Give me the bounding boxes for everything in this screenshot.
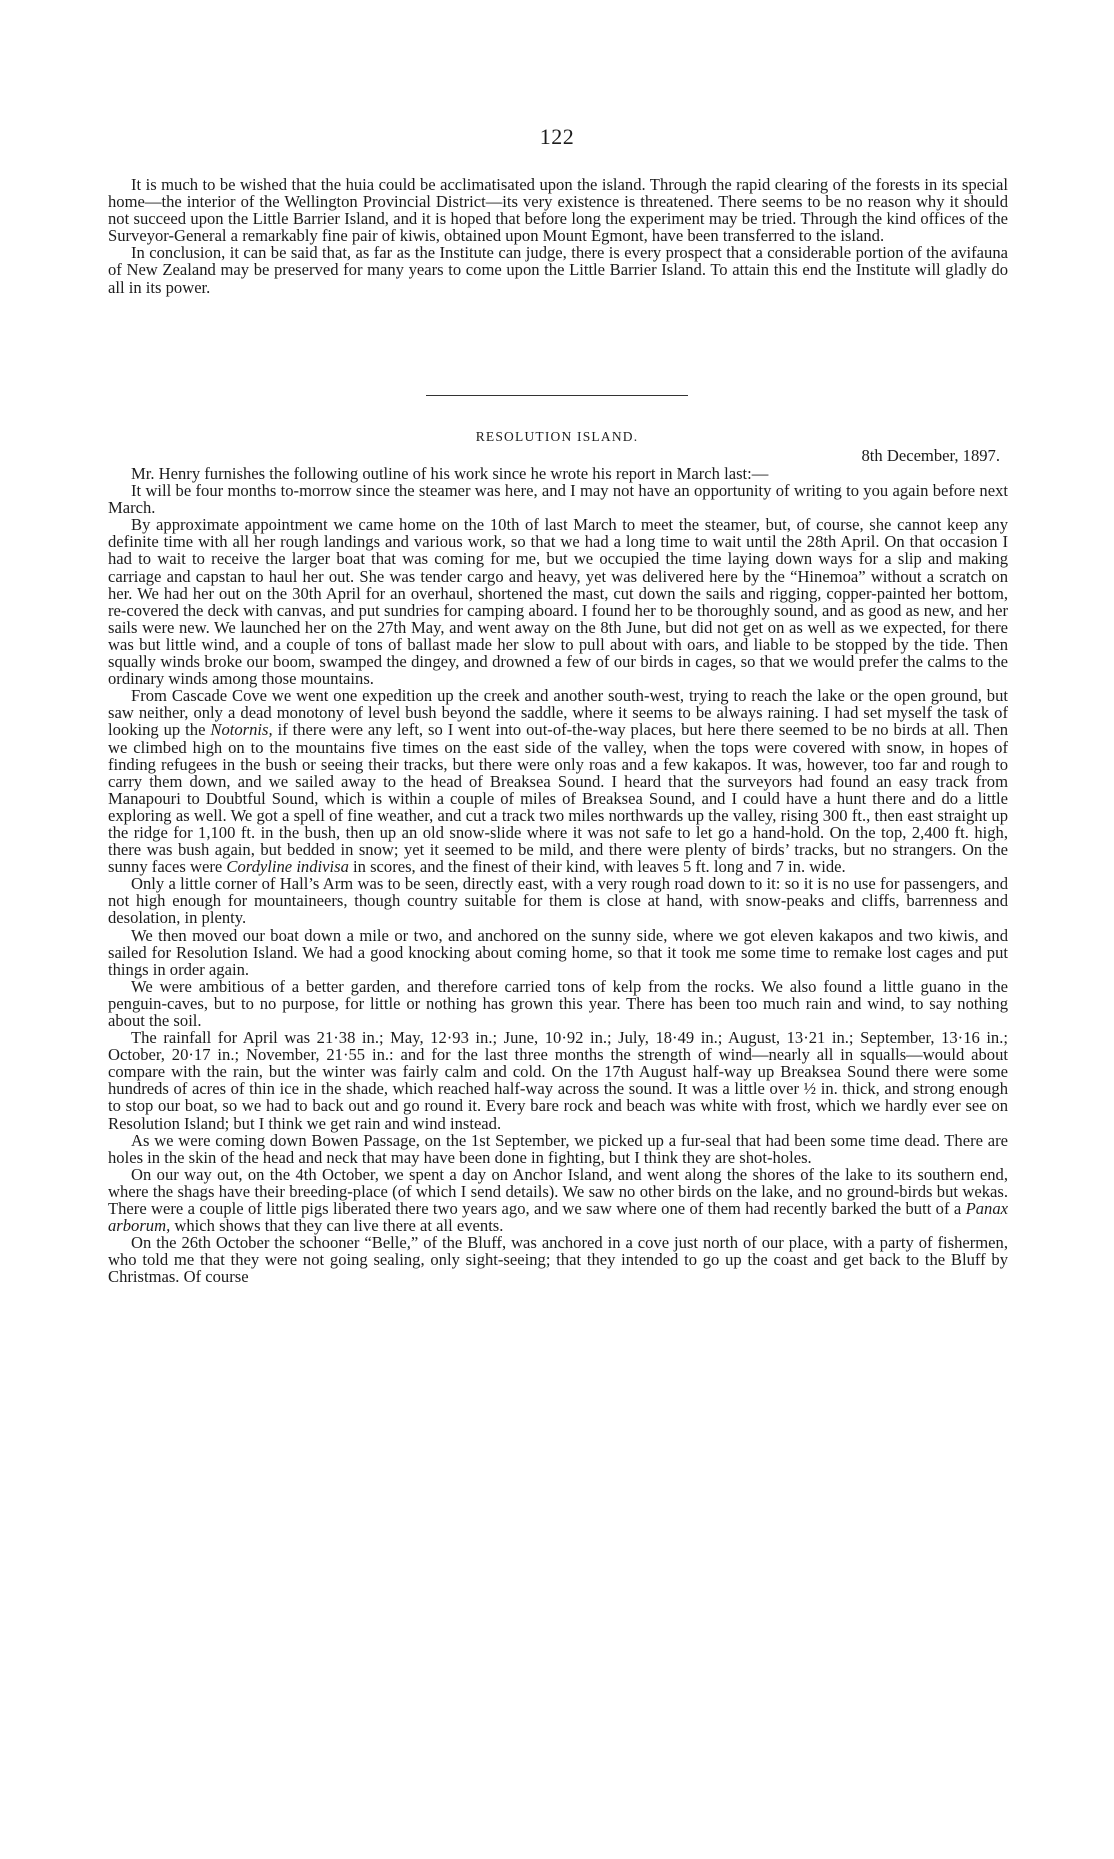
species-name: Cordyline indivisa — [226, 857, 349, 877]
page-number: 122 — [539, 124, 575, 149]
paragraph-rainfall: The rainfall for April was 21·38 in.; May, 12·93 in.; June, 10·92 in.; July, 18·49 in.; August, 13·21 in.; September, 13·16 in.; October, 20·17 in.; November, 21·55 in.: and for the last three months the strength of wind—nearly all in squalls—would about compare with the rain, but the winter was fairly calm and cold. On the 17th August half-way up Breaksea Sound there were some hundreds of acres of thin ice in the shade, which reached half-way across the sound. It was a little over ½ in. thick, and strong enough to stop our boat, so we had to back out and go round it. Every bare rock and beach was white with frost, which we hardly ever see on Resolution Island; but I think we get rain and wind instead. — [108, 1028, 1008, 1133]
text-run: From Cascade Cove we went one expedition up the creek and another south-west, trying to reach the lake or the open ground, but saw neither, only a dead monotony of level bush beyond the saddle, where it seems to be always raining. I had set myself the task of looking up the — [108, 686, 1008, 740]
paragraph-kakapos: We then moved our boat down a mile or two, and anchored on the sunny side, where we got eleven kakapos and two kiwis, and sailed for Resolution Island. We had a good knocking about coming home, so that it took me some time to remake lost cages and put things in order again. — [108, 925, 1008, 979]
paragraph-steamer: It will be four months to-morrow since the steamer was here, and I may not have an opportunity of writing to you again before next March. — [108, 481, 1008, 518]
paragraph-schooner: On the 26th October the schooner “Belle,” of the Bluff, was anchored in a cove just north of our place, with a party of fishermen, who told me that they were not going sealing, only sight-seeing; that they intended to go up the coast and get back to the Bluff by Christmas. Of course — [108, 1233, 1008, 1287]
letter-body — [108, 465, 1008, 1286]
paragraph-garden: We were ambitious of a better garden, and therefore carried tons of kelp from the rocks. We also found a little guano in the penguin-caves, but to no purpose, for little or nothing has grown this year. There has been too much rain and wind, to say nothing about the soil. — [108, 976, 1008, 1030]
text-run: in scores, and the finest of their kind, with leaves 5 ft. long and 7 in. wide. — [353, 857, 846, 877]
species-name: Panax arborum, — [108, 1199, 1009, 1236]
text-run: which shows that they can live there at all events. — [174, 1216, 504, 1236]
intro-section — [108, 176, 1008, 296]
paragraph-cascade-cove — [108, 687, 1008, 875]
section-divider — [426, 395, 688, 396]
paragraph-boat: By approximate appointment we came home on the 10th of last March to meet the steamer, but, of course, she cannot keep any definite time with all her rough landings and various work, so that we had a long time to wait until the 28th April. On that occasion I had to wait to receive the larger boat that was coming for me, but we occupied the time laying down ways for a slip and making carriage and capstan to haul her out. She was tender cargo and heavy, yet was delivered here by the “Hinemoa” without a scratch on her. We had her out on the 30th April for an overhaul, shortened the mast, cut down the sails and rigging, copper-painted her bottom, re-covered the deck with canvas, and put sundries for camping aboard. I found her to be thoroughly sound, and as good as new, and her sails were new. We launched her on the 27th May, and went away on the 8th June, but did not get on as well as we expected, for there was but little wind, and a couple of tons of ballast made her slow to pull about with oars, and liable to be stopped by the tide. Then squally winds broke our boom, swamped the dingey, and drowned a few of our birds in cages, so that we would prefer the calms to the ordinary winds among those mountains. — [108, 515, 1008, 689]
paragraph-intro: Mr. Henry furnishes the following outline of his work since he wrote his report in March last:— — [131, 464, 769, 483]
text-run: On our way out, on the 4th October, we spent a day on Anchor Island, and went along the shores of the lake to its southern end, where the shags have their breeding-place (of which I send details). We saw no other birds on the lake, and no ground-birds but wekas. There were a couple of little pigs liberated there two years ago, and we saw where one of them had recently barked the butt of a — [108, 1164, 1008, 1219]
paragraph-anchor-island — [108, 1166, 1008, 1234]
species-name: Notornis, — [210, 720, 273, 740]
letter-date: 8th December, 1897. — [861, 446, 1000, 465]
paragraph-conclusion: In conclusion, it can be said that, as far as the Institute can judge, there is every prospect that a considerable portion of the avifauna of New Zealand may be preserved for many years to come upon the Little Barrier Island. To attain this end the Institute will gladly do all in its power. — [108, 243, 1008, 297]
paragraph-huia: It is much to be wished that the huia could be acclimatisated upon the island. Through the rapid clearing of the forests in its special home—the interior of the Wellington Provincial District—its very existence is threatened. There seems to be no reason why it should not succeed upon the Little Barrier Island, and it is hoped that before long the experiment may be tried. Through the kind offices of the Surveyor-General a remarkably fine pair of kiwis, obtained upon Mount Egmont, have been transferred to the island. — [108, 175, 1008, 246]
paragraph-halls-arm: Only a little corner of Hall’s Arm was to be seen, directly east, with a very rough road down to it: so it is no use for passengers, and not high enough for mountaineers, though country suitable for them is close at hand, with snow-peaks and cliffs, barrenness and desolation, in plenty. — [108, 874, 1008, 928]
section-heading: RESOLUTION ISLAND. — [475, 429, 639, 444]
paragraph-fur-seal: As we were coming down Bowen Passage, on the 1st September, we picked up a fur-seal that had been some time dead. There are holes in the skin of the head and neck that may have been done in fighting, but I think they are shot-holes. — [108, 1130, 1008, 1167]
text-run: if there were any left, so I went into out-of-the-way places, but here there seemed to be no birds at all. Then we climbed high on to the mountains five times on the east side of the valley, when the tops were covered with snow, in hopes of finding refugees in the bush or seeing their tracks, but there were only roas and a few kakapos. It was, however, too far and rough to carry them down, and we sailed away to the head of Breaksea Sound. I heard that the surveyors had found an easy track from Manapouri to Doubtful Sound, which is within a couple of miles of Breaksea Sound, and I could have a hunt there and do a little exploring as well. We got a spell of fine weather, and cut a track two miles northwards up the valley, rising 300 ft., then east straight up the ridge for 1,100 ft. in the bush, then up an old snow-slide where it was not safe to let go a hand-hold. On the top, 2,400 ft. high, there was bush again, but bedded in snow; yet it seemed to be mild, and there were plenty of birds’ tracks, but no strangers. On the sunny faces were — [108, 720, 1008, 877]
